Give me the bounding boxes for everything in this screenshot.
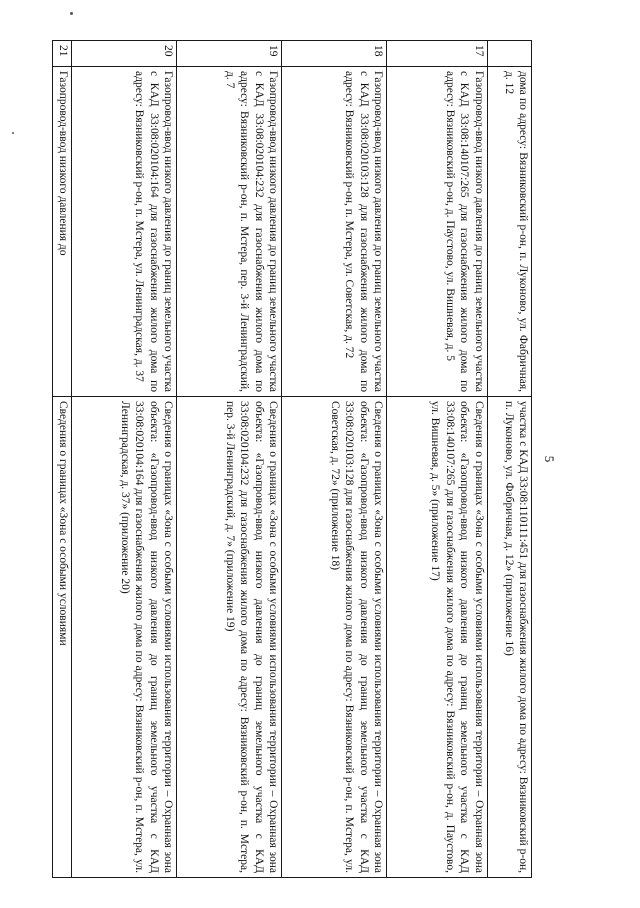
document-page xyxy=(50,40,558,878)
scan-speck xyxy=(70,12,73,15)
zone-info: Сведения о границах «Зона с особыми условиями использования территории – Охранная зона объекта: «Газопровод-ввод низкого давления до границ земельного участка с КАД 33:08:020104:164 для газоснабжения жилого дома по адресу: Вязниковский р-он, п. Мстера, ул. Ленинградская, д. 37» (приложение 20) xyxy=(71,397,176,878)
table-row xyxy=(387,41,488,878)
zone-info: Сведения о границах «Зона с особыми условиями использования территории – Охранная зона объекта: «Газопровод-ввод низкого давления до границ земельного участка с КАД 33:08:140107:265 для газоснабжения жилого дома по адресу: Вязниковский р-он, д. Паустово, ул. Вишневая, д. 5» (приложение 17) xyxy=(387,397,488,878)
row-number: 20 xyxy=(71,41,176,67)
row-number: 19 xyxy=(177,41,282,67)
zone-info: Сведения о границах «Зона с особыми условиями xyxy=(53,397,72,878)
scan-speck xyxy=(12,132,14,134)
row-number: 18 xyxy=(282,41,387,67)
table-row xyxy=(282,41,387,878)
table-row xyxy=(177,41,282,878)
object-description: Газопровод-ввод низкого давления до границ земельного участка с КАД 33:08:140107:265 для газоснабжения жилого дома по адресу: Вязниковский р-он, д. Паустово, ул. Вишневая, д. 5 xyxy=(387,67,488,397)
object-description: Газопровод-ввод низкого давления до границ земельного участка с КАД 33:08:020104:232 для газоснабжения жилого дома по адресу: Вязниковский р-он, п. Мстера, пер. 3-й Ленинградский, д. 7 xyxy=(177,67,282,397)
zone-info: Сведения о границах «Зона с особыми условиями использования территории – Охранная зона объекта: «Газопровод-ввод низкого давления до границ земельного участка с КАД 33:08:020103:128 для газоснабжения жилого дома по адресу: Вязниковский р-он, п. Мстера, ул. Советская, д. 72» (приложение 18) xyxy=(282,397,387,878)
object-description: Газопровод-ввод низкого давления до xyxy=(53,67,72,397)
table-row xyxy=(71,41,176,878)
row-number: 17 xyxy=(387,41,488,67)
table-row xyxy=(53,41,72,878)
page-number: 5 xyxy=(542,455,557,463)
object-description: дома по адресу: Вязниковский р-он, п. Луконово, ул. Фабричная, д. 12 xyxy=(487,67,531,397)
row-number: 21 xyxy=(53,41,72,67)
registry-table xyxy=(52,40,532,878)
zone-info: Сведения о границах «Зона с особыми условиями использования территории – Охранная зона объекта: «Газопровод-ввод низкого давления до границ земельного участка с КАД 33:08:020104:232 для газоснабжения жилого дома по адресу: Вязниковский р-он, п. Мстера, пер. 3-й Ленинградский, д. 7» (приложение 19) xyxy=(177,397,282,878)
table-row xyxy=(487,41,531,878)
object-description: Газопровод-ввод низкого давления до границ земельного участка с КАД 33:08:020104:164 для газоснабжения жилого дома по адресу: Вязниковский р-он, п. Мстера, ул. Ленинградская, д. 37 xyxy=(71,67,176,397)
row-number xyxy=(487,41,531,67)
zone-info: участка с КАД 33:08:110111:451 для газоснабжения жилого дома по адресу: Вязниковский р-он, п. Луконово, ул. Фабричная, д. 12» (приложение 16) xyxy=(487,397,531,878)
object-description: Газопровод-ввод низкого давления до границ земельного участка с КАД 33:08:020103:128 для газоснабжения жилого дома по адресу: Вязниковский р-он, п. Мстера, ул. Советская, д. 72 xyxy=(282,67,387,397)
rotated-content xyxy=(50,40,558,878)
